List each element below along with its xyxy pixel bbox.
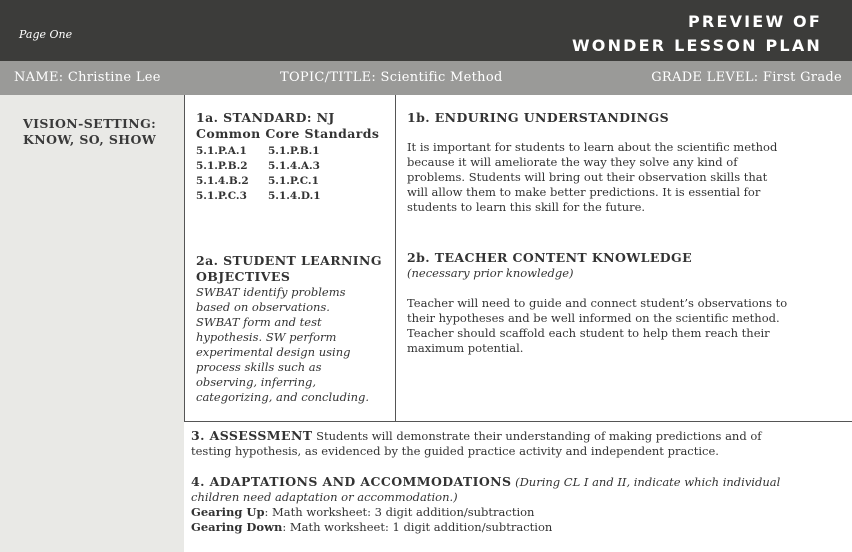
standard-section (196, 110, 391, 204)
standard-code: 5.1.P.C.1 (268, 175, 319, 187)
objectives-text (196, 285, 391, 405)
gearing-down-row (191, 520, 851, 535)
divider-bottom (184, 421, 852, 422)
text-line: SWBAT form and test (196, 315, 322, 329)
text-line: observing, inferring, (196, 375, 316, 389)
text-line: It is important for students to learn about the scientific method (407, 140, 778, 154)
page-label: Page One (19, 28, 73, 41)
text-line: their hypotheses and be well informed on the scientific method. (407, 311, 780, 325)
standard-code: 5.1.P.B.1 (268, 145, 320, 157)
gearing-down-label: Gearing Down (191, 520, 283, 534)
text-line: process skills such as (196, 360, 322, 374)
teacher-knowledge-section (407, 250, 852, 356)
sidebar (0, 95, 184, 552)
enduring-understandings-section (407, 110, 847, 215)
gearing-up-row (191, 505, 851, 520)
enduring-text (407, 140, 847, 215)
adaptations-heading: 4. ADAPTATIONS AND ACCOMMODATIONS (191, 474, 512, 489)
standard-code: 5.1.4.B.2 (196, 175, 249, 187)
adaptations-line-1 (191, 474, 851, 490)
text-line: hypothesis. SW perform (196, 330, 337, 344)
standard-code: 5.1.P.B.2 (196, 160, 248, 172)
info-bar (0, 61, 852, 95)
teacher-name: NAME: Christine Lee (14, 70, 161, 85)
objectives-heading-line-1: 2a. STUDENT LEARNING (196, 253, 382, 268)
text-line: Teacher should scaffold each student to help them reach their (407, 326, 770, 340)
standard-code: 5.1.P.A.1 (196, 145, 247, 157)
lesson-topic: TOPIC/TITLE: Scientific Method (280, 70, 503, 85)
text-line: based on observations. (196, 300, 330, 314)
text-line: experimental design using (196, 345, 351, 359)
teacher-heading: 2b. TEACHER CONTENT KNOWLEDGE (407, 250, 693, 265)
text-line: will allow them to make better predictions. It is essential for (407, 185, 761, 199)
text-line: categorizing, and concluding. (196, 390, 370, 404)
assessment-text-1: Students will demonstrate their understanding of making predictions and of (312, 429, 762, 443)
teacher-subheading: (necessary prior knowledge) (407, 266, 574, 280)
teacher-text (407, 296, 852, 356)
divider-left (184, 95, 185, 422)
grade-level: GRADE LEVEL: First Grade (651, 70, 842, 85)
standard-code: 5.1.4.D.1 (268, 190, 321, 202)
text-line: maximum potential. (407, 341, 524, 355)
text-line: problems. Students will bring out their observation skills that (407, 170, 768, 184)
gearing-up-text: : Math worksheet: 3 digit addition/subtraction (264, 505, 535, 519)
adaptations-section (191, 474, 851, 535)
assessment-heading: 3. ASSESSMENT (191, 428, 313, 443)
objectives-heading-line-2: OBJECTIVES (196, 269, 291, 284)
text-line: SWBAT identify problems (196, 285, 346, 299)
gearing-down-text: : Math worksheet: 1 digit addition/subtraction (282, 520, 553, 534)
vision-setting-line-2: KNOW, SO, SHOW (23, 132, 157, 147)
title-line-1: PREVIEW OF (688, 12, 822, 31)
standard-code: 5.1.4.A.3 (268, 160, 320, 172)
adaptations-note-2: children need adaptation or accommodation.) (191, 490, 458, 504)
standard-codes (196, 144, 391, 204)
page-header (0, 0, 852, 61)
gearing-up-label: Gearing Up (191, 505, 265, 519)
vision-setting-label (23, 116, 156, 148)
adaptations-note-1: (During CL I and II, indicate which individual (511, 475, 781, 489)
objectives-section (196, 253, 391, 405)
standard-code: 5.1.P.C.3 (196, 190, 247, 202)
standard-heading-line-1: 1a. STANDARD: NJ (196, 110, 335, 125)
text-line: Teacher will need to guide and connect student’s observations to (407, 296, 788, 310)
enduring-heading: 1b. ENDURING UNDERSTANDINGS (407, 110, 669, 125)
divider-middle (395, 95, 396, 422)
text-line: students to learn this skill for the future. (407, 200, 646, 214)
standard-heading-line-2: Common Core Standards (196, 126, 380, 141)
assessment-text-2: testing hypothesis, as evidenced by the guided practice activity and independent practice. (191, 444, 719, 458)
title-line-2: WONDER LESSON PLAN (571, 36, 822, 55)
document-title (572, 10, 822, 58)
text-line: because it will ameliorate the way they solve any kind of (407, 155, 738, 169)
assessment-section (191, 428, 851, 459)
assessment-line-1 (191, 428, 851, 444)
vision-setting-line-1: VISION-SETTING: (23, 116, 157, 131)
